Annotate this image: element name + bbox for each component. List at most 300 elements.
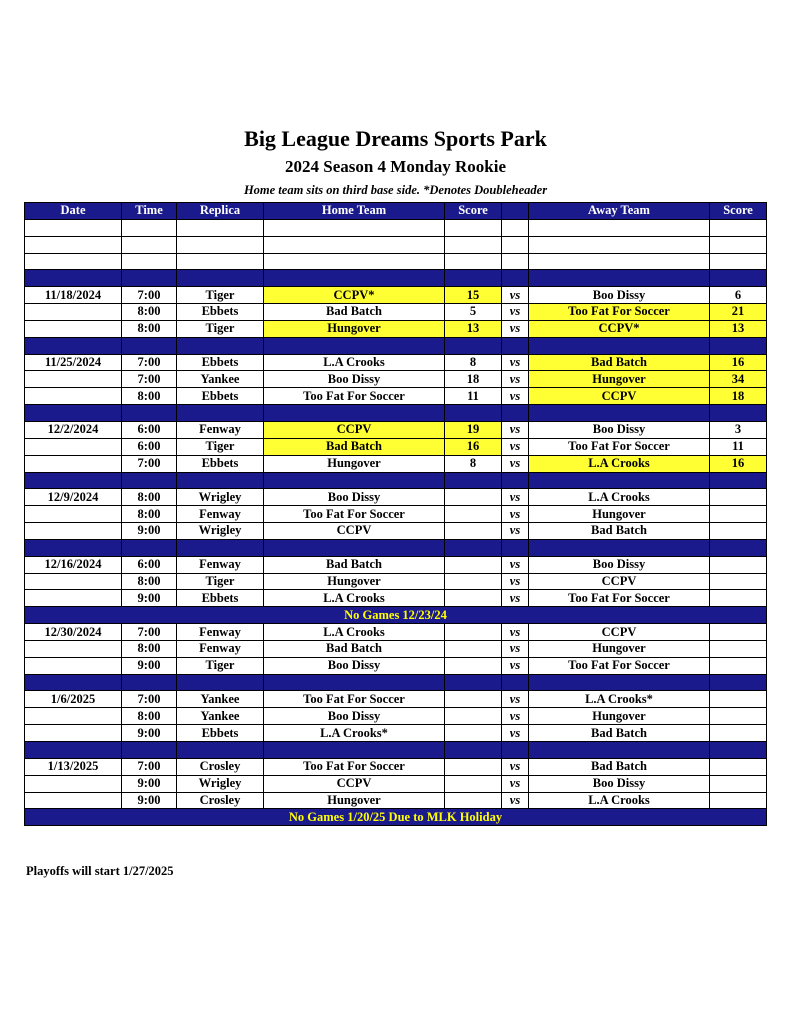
table-header-row	[25, 203, 767, 220]
separator-cell	[710, 472, 767, 489]
empty-cell	[122, 236, 177, 253]
empty-cell	[122, 253, 177, 270]
home-score-cell: 5	[445, 304, 502, 321]
vs-cell: vs	[502, 624, 529, 641]
replica-cell: Fenway	[177, 640, 264, 657]
away-team-cell: Hungover	[529, 506, 710, 523]
away-team-cell: CCPV	[529, 624, 710, 641]
home-team-cell: Bad Batch	[264, 304, 445, 321]
date-cell	[25, 371, 122, 388]
separator-cell	[177, 539, 264, 556]
home-score-cell	[445, 523, 502, 540]
game-row	[25, 657, 767, 674]
time-cell: 8:00	[122, 708, 177, 725]
home-score-cell	[445, 775, 502, 792]
away-score-cell	[710, 640, 767, 657]
home-score-cell	[445, 708, 502, 725]
home-score-cell	[445, 556, 502, 573]
vs-cell: vs	[502, 691, 529, 708]
replica-cell: Ebbets	[177, 354, 264, 371]
date-cell: 1/13/2025	[25, 758, 122, 775]
home-score-cell	[445, 691, 502, 708]
game-row	[25, 371, 767, 388]
replica-cell: Wrigley	[177, 775, 264, 792]
away-score-cell	[710, 758, 767, 775]
date-cell	[25, 640, 122, 657]
separator-cell	[122, 539, 177, 556]
separator-cell	[502, 674, 529, 691]
column-header-home-team: Home Team	[264, 203, 445, 220]
game-row	[25, 354, 767, 371]
home-team-cell: L.A Crooks	[264, 354, 445, 371]
home-score-cell: 8	[445, 455, 502, 472]
empty-cell	[177, 236, 264, 253]
vs-cell: vs	[502, 523, 529, 540]
replica-cell: Crosley	[177, 758, 264, 775]
away-team-cell: Too Fat For Soccer	[529, 438, 710, 455]
time-cell: 7:00	[122, 287, 177, 304]
separator-cell	[445, 742, 502, 759]
time-cell: 8:00	[122, 506, 177, 523]
date-cell	[25, 438, 122, 455]
separator-cell	[445, 405, 502, 422]
away-score-cell	[710, 775, 767, 792]
empty-cell	[264, 253, 445, 270]
separator-cell	[529, 539, 710, 556]
separator-cell	[710, 539, 767, 556]
separator-cell	[529, 337, 710, 354]
date-cell	[25, 590, 122, 607]
away-team-cell: L.A Crooks	[529, 489, 710, 506]
column-header-replica: Replica	[177, 203, 264, 220]
replica-cell: Fenway	[177, 624, 264, 641]
game-row	[25, 775, 767, 792]
game-row	[25, 388, 767, 405]
date-cell: 12/30/2024	[25, 624, 122, 641]
column-header-away-score: Score	[710, 203, 767, 220]
column-header-date: Date	[25, 203, 122, 220]
away-score-cell: 11	[710, 438, 767, 455]
schedule-body	[25, 219, 767, 825]
time-cell: 6:00	[122, 556, 177, 573]
replica-cell: Tiger	[177, 287, 264, 304]
home-team-cell: CCPV	[264, 523, 445, 540]
vs-cell: vs	[502, 455, 529, 472]
home-team-cell: Too Fat For Soccer	[264, 388, 445, 405]
home-team-cell: L.A Crooks	[264, 624, 445, 641]
replica-cell: Ebbets	[177, 725, 264, 742]
date-cell	[25, 708, 122, 725]
separator-cell	[25, 539, 122, 556]
separator-cell	[710, 405, 767, 422]
time-cell: 7:00	[122, 624, 177, 641]
away-team-cell: CCPV*	[529, 320, 710, 337]
away-score-cell	[710, 523, 767, 540]
separator-cell	[502, 405, 529, 422]
no-games-banner: No Games 1/20/25 Due to MLK Holiday	[25, 809, 767, 826]
vs-cell: vs	[502, 304, 529, 321]
no-games-banner-row	[25, 607, 767, 624]
week-separator-row	[25, 337, 767, 354]
home-team-cell: Too Fat For Soccer	[264, 758, 445, 775]
replica-cell: Yankee	[177, 708, 264, 725]
separator-cell	[502, 742, 529, 759]
separator-cell	[502, 539, 529, 556]
game-row	[25, 489, 767, 506]
empty-cell	[445, 219, 502, 236]
empty-cell	[25, 219, 122, 236]
time-cell: 6:00	[122, 438, 177, 455]
vs-cell: vs	[502, 371, 529, 388]
time-cell: 8:00	[122, 489, 177, 506]
vs-cell: vs	[502, 506, 529, 523]
game-row	[25, 506, 767, 523]
vs-cell: vs	[502, 758, 529, 775]
time-cell: 9:00	[122, 523, 177, 540]
empty-cell	[502, 219, 529, 236]
time-cell: 9:00	[122, 775, 177, 792]
column-header-time: Time	[122, 203, 177, 220]
away-team-cell: Bad Batch	[529, 354, 710, 371]
replica-cell: Tiger	[177, 320, 264, 337]
away-score-cell: 16	[710, 455, 767, 472]
blank-row	[25, 219, 767, 236]
separator-cell	[710, 742, 767, 759]
vs-cell: vs	[502, 725, 529, 742]
home-team-cell: Hungover	[264, 792, 445, 809]
game-row	[25, 287, 767, 304]
away-team-cell: Boo Dissy	[529, 775, 710, 792]
home-team-cell: Too Fat For Soccer	[264, 691, 445, 708]
home-team-cell: Hungover	[264, 573, 445, 590]
time-cell: 7:00	[122, 371, 177, 388]
game-row	[25, 320, 767, 337]
vs-cell: vs	[502, 287, 529, 304]
away-team-cell: Hungover	[529, 640, 710, 657]
empty-cell	[710, 236, 767, 253]
separator-cell	[264, 674, 445, 691]
separator-cell	[25, 270, 122, 287]
column-header-away-team: Away Team	[529, 203, 710, 220]
separator-cell	[177, 405, 264, 422]
separator-cell	[122, 742, 177, 759]
separator-cell	[177, 742, 264, 759]
away-score-cell: 6	[710, 287, 767, 304]
vs-cell: vs	[502, 421, 529, 438]
separator-cell	[445, 539, 502, 556]
time-cell: 8:00	[122, 320, 177, 337]
separator-cell	[445, 472, 502, 489]
vs-cell: vs	[502, 792, 529, 809]
date-cell	[25, 573, 122, 590]
date-cell	[25, 792, 122, 809]
date-cell: 1/6/2025	[25, 691, 122, 708]
separator-cell	[25, 337, 122, 354]
vs-cell: vs	[502, 640, 529, 657]
away-score-cell	[710, 624, 767, 641]
away-score-cell: 16	[710, 354, 767, 371]
home-score-cell	[445, 573, 502, 590]
game-row	[25, 455, 767, 472]
game-row	[25, 438, 767, 455]
blank-row	[25, 236, 767, 253]
column-header-home-score: Score	[445, 203, 502, 220]
empty-cell	[25, 253, 122, 270]
replica-cell: Crosley	[177, 792, 264, 809]
game-row	[25, 792, 767, 809]
separator-cell	[25, 742, 122, 759]
away-team-cell: CCPV	[529, 573, 710, 590]
away-team-cell: Bad Batch	[529, 725, 710, 742]
time-cell: 8:00	[122, 304, 177, 321]
vs-cell: vs	[502, 320, 529, 337]
vs-cell: vs	[502, 657, 529, 674]
time-cell: 8:00	[122, 388, 177, 405]
vs-cell: vs	[502, 708, 529, 725]
date-cell	[25, 320, 122, 337]
empty-cell	[710, 253, 767, 270]
replica-cell: Tiger	[177, 438, 264, 455]
away-score-cell	[710, 792, 767, 809]
week-separator-row	[25, 472, 767, 489]
vs-cell: vs	[502, 354, 529, 371]
away-team-cell: L.A Crooks*	[529, 691, 710, 708]
away-score-cell	[710, 590, 767, 607]
game-row	[25, 758, 767, 775]
page-note: Home team sits on third base side. *Denotes Doubleheader	[243, 183, 548, 197]
time-cell: 7:00	[122, 758, 177, 775]
separator-cell	[529, 270, 710, 287]
separator-cell	[710, 337, 767, 354]
home-score-cell	[445, 640, 502, 657]
time-cell: 7:00	[122, 354, 177, 371]
away-score-cell: 18	[710, 388, 767, 405]
away-score-cell	[710, 708, 767, 725]
week-separator-row	[25, 539, 767, 556]
empty-cell	[710, 219, 767, 236]
home-score-cell	[445, 758, 502, 775]
separator-cell	[177, 674, 264, 691]
away-score-cell	[710, 489, 767, 506]
away-team-cell: Too Fat For Soccer	[529, 657, 710, 674]
away-team-cell: Hungover	[529, 708, 710, 725]
home-team-cell: Bad Batch	[264, 438, 445, 455]
time-cell: 9:00	[122, 590, 177, 607]
home-score-cell: 16	[445, 438, 502, 455]
date-cell: 12/9/2024	[25, 489, 122, 506]
empty-cell	[122, 219, 177, 236]
replica-cell: Tiger	[177, 657, 264, 674]
away-team-cell: Bad Batch	[529, 523, 710, 540]
no-games-banner: No Games 12/23/24	[25, 607, 767, 624]
empty-cell	[445, 253, 502, 270]
game-row	[25, 708, 767, 725]
week-separator-row	[25, 405, 767, 422]
home-team-cell: Hungover	[264, 455, 445, 472]
away-score-cell	[710, 725, 767, 742]
game-row	[25, 421, 767, 438]
vs-cell: vs	[502, 388, 529, 405]
away-score-cell: 21	[710, 304, 767, 321]
separator-cell	[710, 270, 767, 287]
replica-cell: Wrigley	[177, 489, 264, 506]
vs-cell: vs	[502, 556, 529, 573]
separator-cell	[264, 337, 445, 354]
separator-cell	[122, 270, 177, 287]
away-team-cell: CCPV	[529, 388, 710, 405]
away-score-cell	[710, 556, 767, 573]
separator-cell	[445, 270, 502, 287]
empty-cell	[445, 236, 502, 253]
time-cell: 9:00	[122, 725, 177, 742]
separator-cell	[122, 337, 177, 354]
vs-cell: vs	[502, 590, 529, 607]
time-cell: 8:00	[122, 573, 177, 590]
separator-cell	[122, 674, 177, 691]
time-cell: 9:00	[122, 792, 177, 809]
date-cell: 12/2/2024	[25, 421, 122, 438]
date-cell	[25, 775, 122, 792]
home-score-cell: 15	[445, 287, 502, 304]
time-cell: 8:00	[122, 640, 177, 657]
vs-cell: vs	[502, 438, 529, 455]
separator-cell	[445, 674, 502, 691]
replica-cell: Ebbets	[177, 455, 264, 472]
time-cell: 9:00	[122, 657, 177, 674]
separator-cell	[529, 742, 710, 759]
column-header-vs	[502, 203, 529, 220]
date-cell: 11/18/2024	[25, 287, 122, 304]
away-score-cell	[710, 573, 767, 590]
home-team-cell: Too Fat For Soccer	[264, 506, 445, 523]
week-separator-row	[25, 674, 767, 691]
separator-cell	[502, 337, 529, 354]
empty-cell	[177, 253, 264, 270]
separator-cell	[264, 405, 445, 422]
empty-cell	[264, 236, 445, 253]
footer-note: Playoffs will start 1/27/2025	[26, 864, 174, 878]
home-team-cell: L.A Crooks*	[264, 725, 445, 742]
empty-cell	[529, 219, 710, 236]
home-score-cell	[445, 657, 502, 674]
replica-cell: Wrigley	[177, 523, 264, 540]
date-cell: 12/16/2024	[25, 556, 122, 573]
home-score-cell	[445, 489, 502, 506]
home-score-cell	[445, 624, 502, 641]
date-cell	[25, 523, 122, 540]
separator-cell	[177, 270, 264, 287]
home-team-cell: Bad Batch	[264, 556, 445, 573]
home-team-cell: Boo Dissy	[264, 708, 445, 725]
separator-cell	[25, 674, 122, 691]
replica-cell: Ebbets	[177, 388, 264, 405]
away-team-cell: L.A Crooks	[529, 455, 710, 472]
away-score-cell	[710, 657, 767, 674]
separator-cell	[529, 405, 710, 422]
game-row	[25, 590, 767, 607]
blank-row	[25, 253, 767, 270]
page-subtitle: 2024 Season 4 Monday Rookie	[284, 157, 507, 176]
separator-cell	[529, 472, 710, 489]
week-separator-row	[25, 270, 767, 287]
vs-cell: vs	[502, 489, 529, 506]
away-team-cell: Boo Dissy	[529, 556, 710, 573]
home-score-cell: 11	[445, 388, 502, 405]
separator-cell	[264, 472, 445, 489]
replica-cell: Fenway	[177, 506, 264, 523]
date-cell	[25, 725, 122, 742]
home-score-cell	[445, 725, 502, 742]
home-team-cell: Boo Dissy	[264, 371, 445, 388]
empty-cell	[177, 219, 264, 236]
vs-cell: vs	[502, 775, 529, 792]
time-cell: 6:00	[122, 421, 177, 438]
page-title: Big League Dreams Sports Park	[244, 126, 547, 151]
home-team-cell: CCPV	[264, 421, 445, 438]
time-cell: 7:00	[122, 455, 177, 472]
replica-cell: Yankee	[177, 371, 264, 388]
game-row	[25, 523, 767, 540]
separator-cell	[122, 472, 177, 489]
empty-cell	[529, 236, 710, 253]
date-cell	[25, 388, 122, 405]
game-row	[25, 725, 767, 742]
away-team-cell: Hungover	[529, 371, 710, 388]
home-score-cell: 18	[445, 371, 502, 388]
home-team-cell: Boo Dissy	[264, 489, 445, 506]
vs-cell: vs	[502, 573, 529, 590]
separator-cell	[502, 270, 529, 287]
date-cell	[25, 657, 122, 674]
home-score-cell: 8	[445, 354, 502, 371]
separator-cell	[122, 405, 177, 422]
away-team-cell: Boo Dissy	[529, 421, 710, 438]
schedule-table	[24, 202, 767, 826]
away-team-cell: Bad Batch	[529, 758, 710, 775]
home-score-cell: 13	[445, 320, 502, 337]
away-team-cell: Too Fat For Soccer	[529, 304, 710, 321]
empty-cell	[25, 236, 122, 253]
away-score-cell: 3	[710, 421, 767, 438]
separator-cell	[177, 337, 264, 354]
home-score-cell: 19	[445, 421, 502, 438]
separator-cell	[264, 270, 445, 287]
away-score-cell	[710, 506, 767, 523]
home-score-cell	[445, 590, 502, 607]
separator-cell	[529, 674, 710, 691]
game-row	[25, 624, 767, 641]
empty-cell	[264, 219, 445, 236]
date-cell: 11/25/2024	[25, 354, 122, 371]
separator-cell	[445, 337, 502, 354]
game-row	[25, 640, 767, 657]
replica-cell: Tiger	[177, 573, 264, 590]
replica-cell: Ebbets	[177, 590, 264, 607]
separator-cell	[264, 539, 445, 556]
home-team-cell: Bad Batch	[264, 640, 445, 657]
replica-cell: Ebbets	[177, 304, 264, 321]
home-team-cell: Boo Dissy	[264, 657, 445, 674]
empty-cell	[529, 253, 710, 270]
game-row	[25, 573, 767, 590]
separator-cell	[25, 405, 122, 422]
away-score-cell: 34	[710, 371, 767, 388]
empty-cell	[502, 253, 529, 270]
date-cell	[25, 304, 122, 321]
separator-cell	[177, 472, 264, 489]
replica-cell: Fenway	[177, 421, 264, 438]
home-team-cell: L.A Crooks	[264, 590, 445, 607]
